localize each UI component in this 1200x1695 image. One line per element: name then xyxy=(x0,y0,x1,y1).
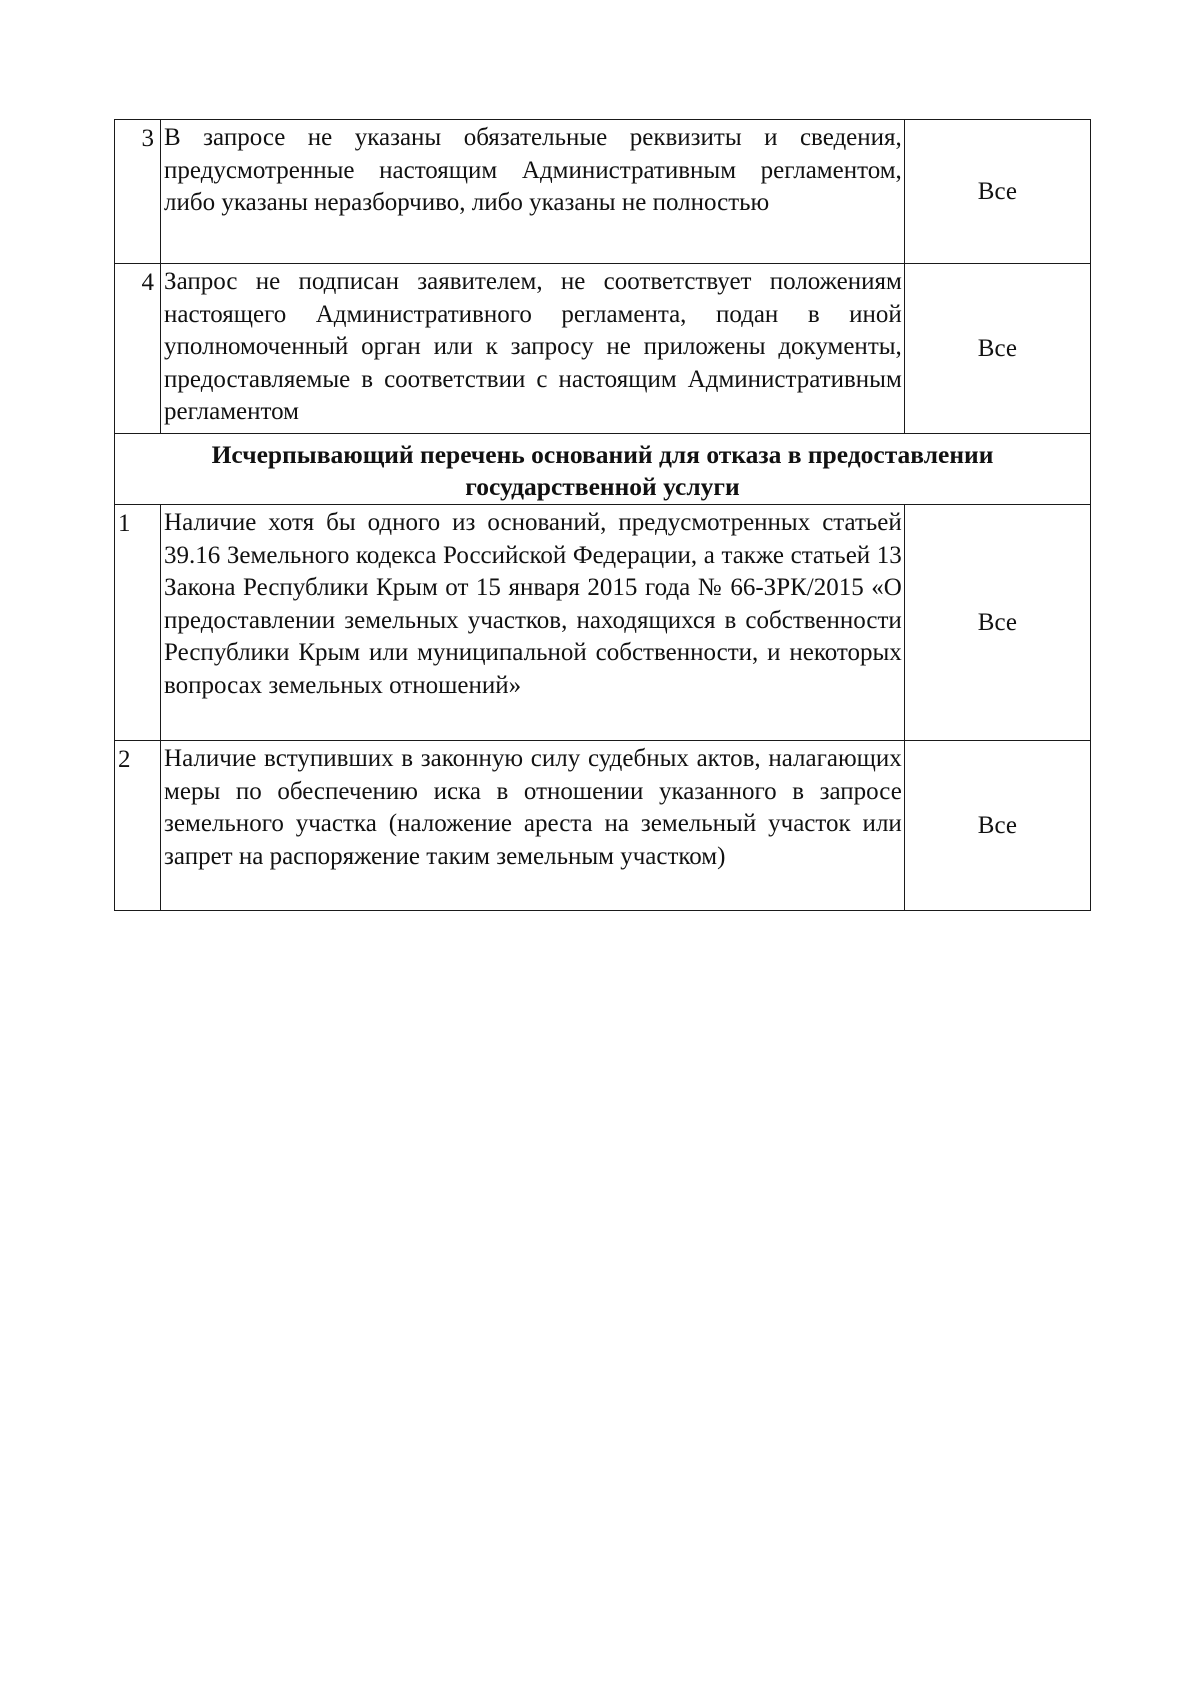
section-heading: Исчерпывающий перечень оснований для отказа в предоставлении государственной услуги xyxy=(115,434,1091,505)
row-scope: Все xyxy=(904,505,1090,741)
row-description: В запросе не указаны обязательные реквизиты и сведения, предусмотренные настоящим Административным регламентом, либо указаны неразборчиво, либо указаны не полностью xyxy=(161,120,905,264)
row-number: 3 xyxy=(115,120,161,264)
row-scope: Все xyxy=(904,741,1090,911)
row-scope: Все xyxy=(904,120,1090,264)
row-number: 4 xyxy=(115,264,161,434)
section-heading-row xyxy=(115,434,1091,505)
row-description: Запрос не подписан заявителем, не соответствует положениям настоящего Административного регламента, подан в иной уполномоченный орган или к запросу не приложены документы, предоставляемые в соответствии с настоящим Административным регламентом xyxy=(161,264,905,434)
row-description: Наличие вступивших в законную силу судебных актов, налагающих меры по обеспечению иска в отношении указанного в запросе земельного участка (наложение ареста на земельный участок или запрет на распоряжение таким земельным участком) xyxy=(161,741,905,911)
table-row xyxy=(115,505,1091,741)
row-number: 2 xyxy=(115,741,161,911)
row-number: 1 xyxy=(115,505,161,741)
row-scope: Все xyxy=(904,264,1090,434)
row-description: Наличие хотя бы одного из оснований, предусмотренных статьей 39.16 Земельного кодекса Российской Федерации, а также статьей 13 Закона Республики Крым от 15 января 2015 года № 66-ЗРК/2015 «О предоставлении земельных участков, находящихся в собственности Республики Крым или муниципальной собственности, и некоторых вопросах земельных отношений» xyxy=(161,505,905,741)
table-row xyxy=(115,264,1091,434)
table-row xyxy=(115,120,1091,264)
table-row xyxy=(115,741,1091,911)
grounds-table xyxy=(114,119,1091,911)
